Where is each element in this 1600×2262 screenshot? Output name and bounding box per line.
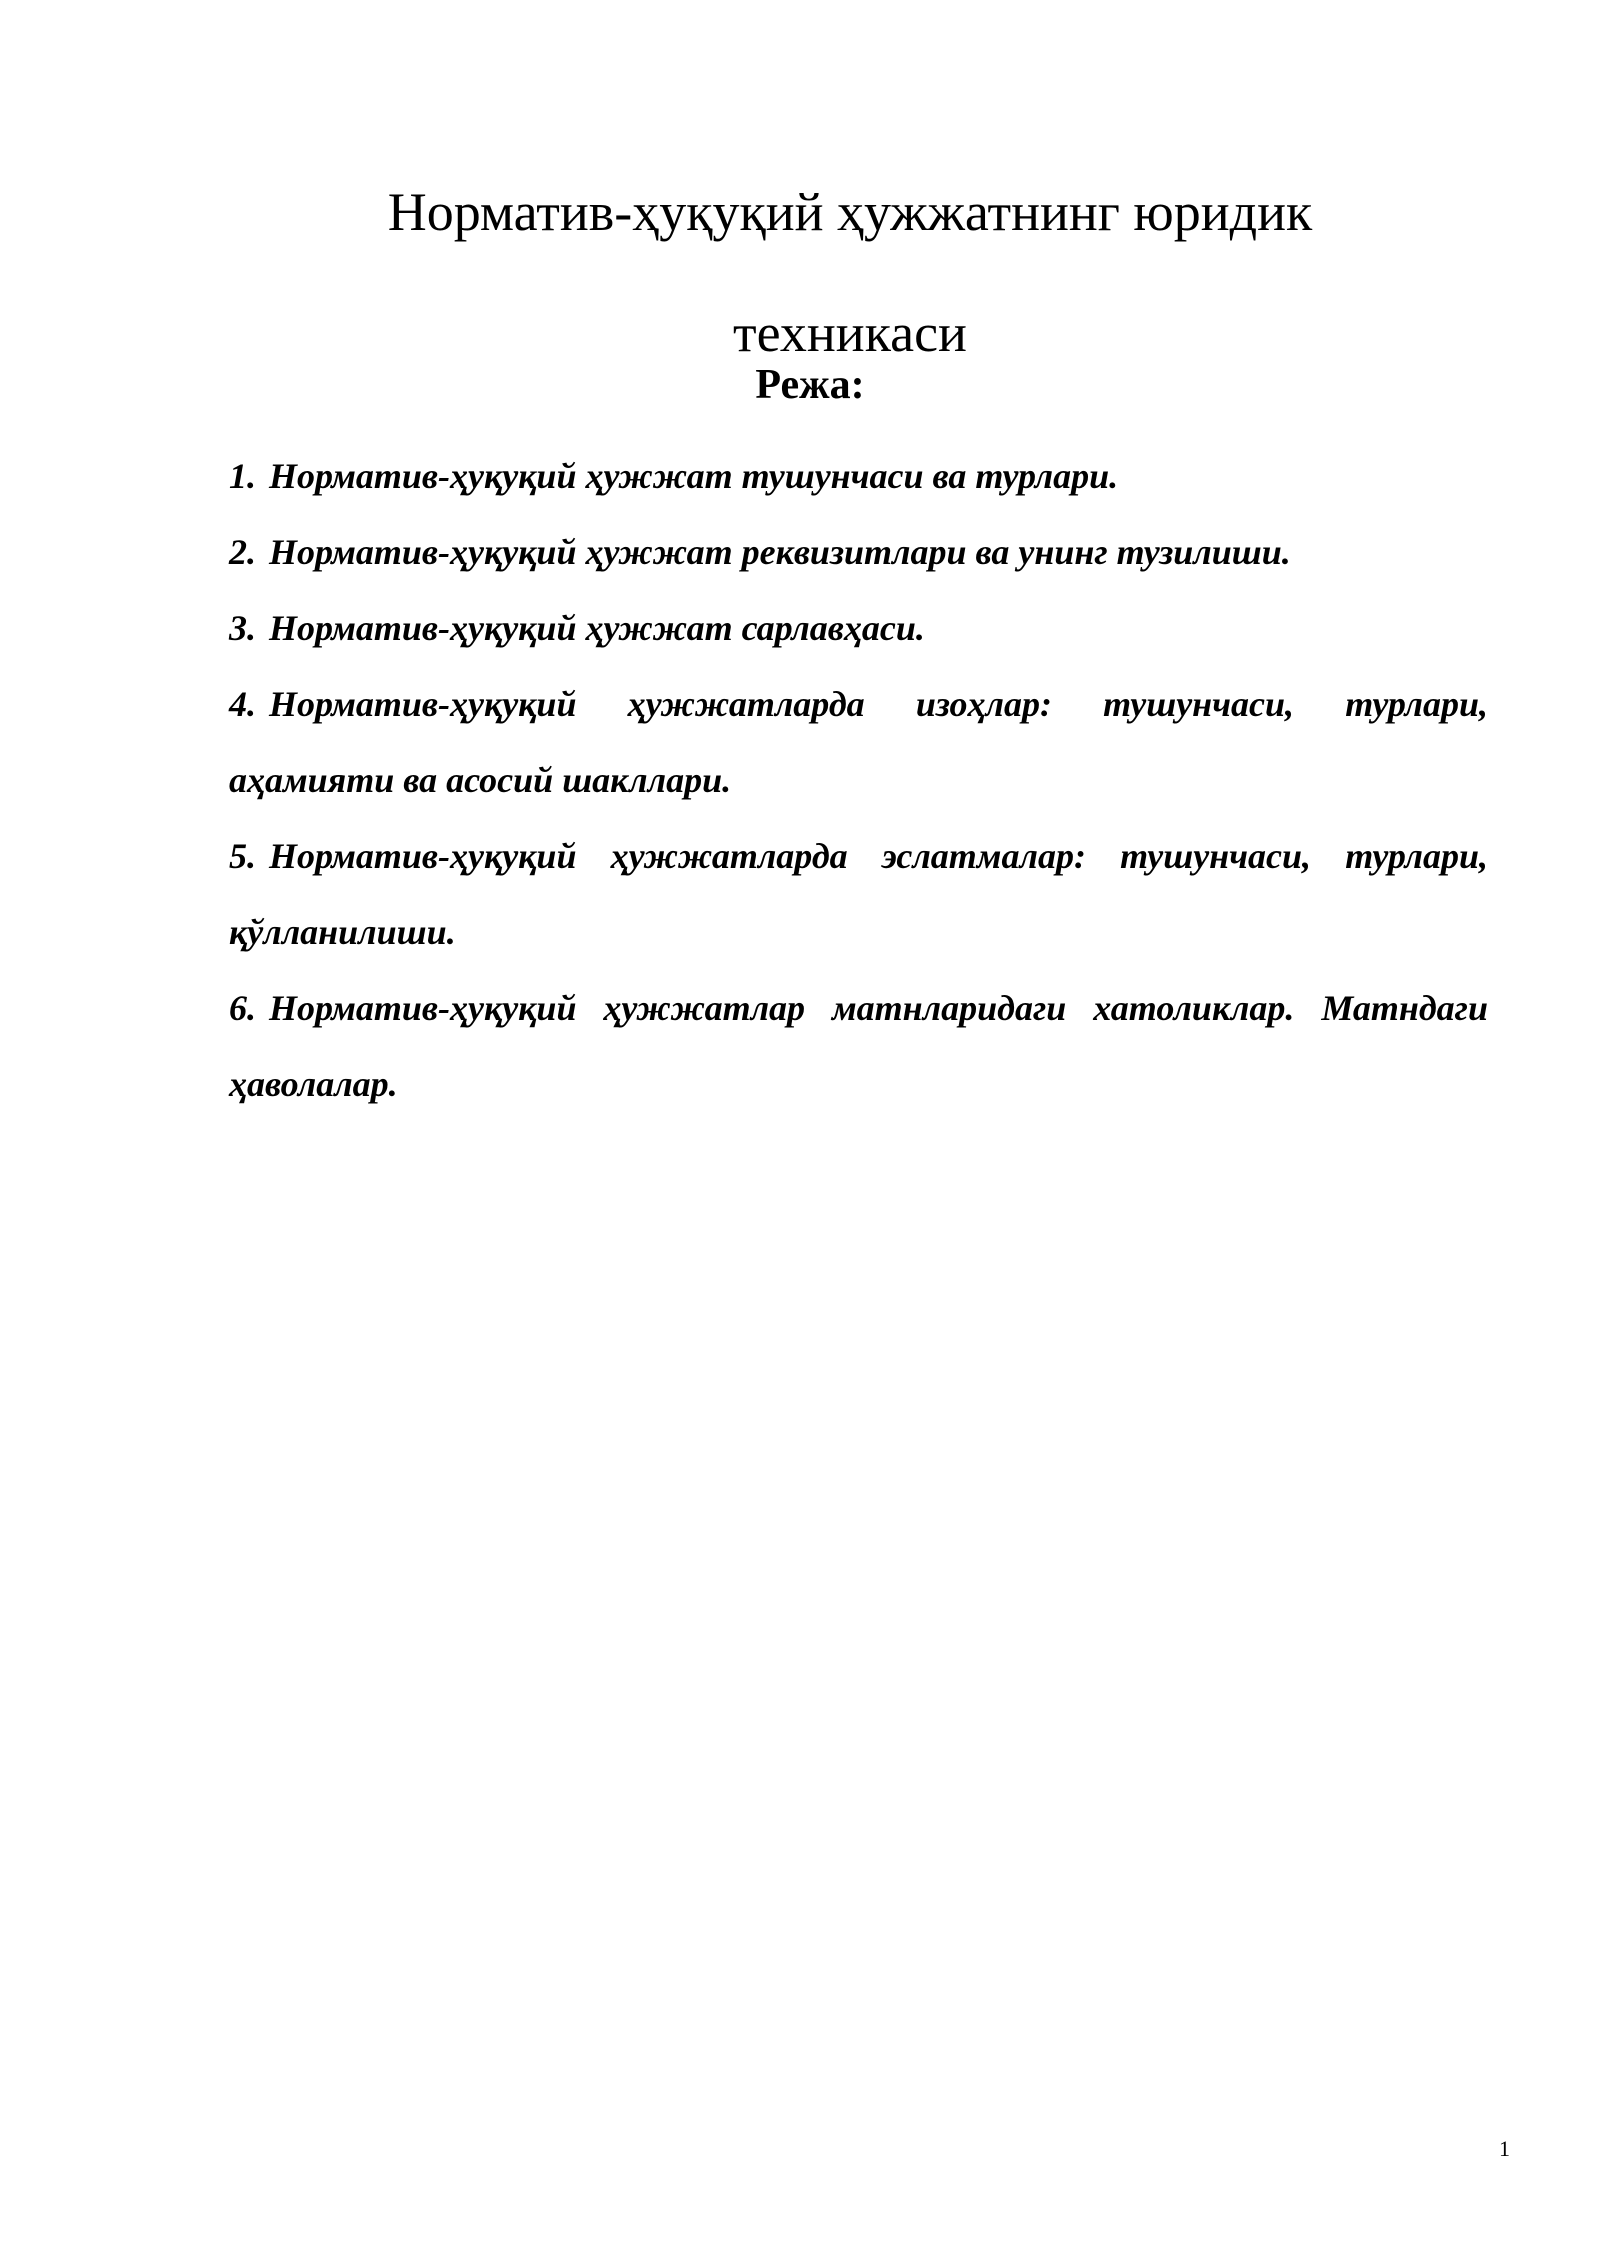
plan-item-text: Норматив-ҳуқуқий ҳужжатларда эслатмалар: тушунчаси, турлари, қўлланилиши.	[229, 836, 1488, 952]
plan-item-text: Норматив-ҳуқуқий ҳужжатлар матнларидаги хатоликлар. Матндаги ҳаволалар.	[229, 988, 1488, 1104]
plan-item-text: Норматив-ҳуқуқий ҳужжат реквизитлари ва унинг тузилиши.	[269, 532, 1291, 572]
title-line-2: техникаси	[733, 303, 967, 363]
plan-item-number: 2.	[229, 532, 256, 572]
plan-item-4	[229, 666, 1488, 818]
page-number: 1	[1499, 2136, 1510, 2161]
plan-item-number: 6.	[229, 988, 256, 1028]
plan-item-number: 5.	[229, 836, 256, 876]
plan-list	[229, 438, 1488, 1122]
plan-item-number: 3.	[229, 608, 256, 648]
plan-item-2	[229, 514, 1488, 590]
plan-item-text: Норматив-ҳуқуқий ҳужжатларда изоҳлар: тушунчаси, турлари, аҳамияти ва асосий шакллари.	[229, 684, 1488, 800]
title-line-1: Норматив-ҳуқуқий ҳужжатнинг юридик	[387, 182, 1313, 242]
plan-item-number: 1.	[229, 456, 256, 496]
plan-item-5	[229, 818, 1488, 970]
plan-item-number: 4.	[229, 684, 256, 724]
plan-item-1	[229, 438, 1488, 514]
plan-item-text: Норматив-ҳуқуқий ҳужжат тушунчаси ва турлари.	[269, 456, 1119, 496]
plan-heading: Режа:	[755, 362, 865, 408]
plan-item-3	[229, 590, 1488, 666]
plan-item-text: Норматив-ҳуқуқий ҳужжат сарлавҳаси.	[269, 608, 925, 648]
plan-item-6	[229, 970, 1488, 1122]
